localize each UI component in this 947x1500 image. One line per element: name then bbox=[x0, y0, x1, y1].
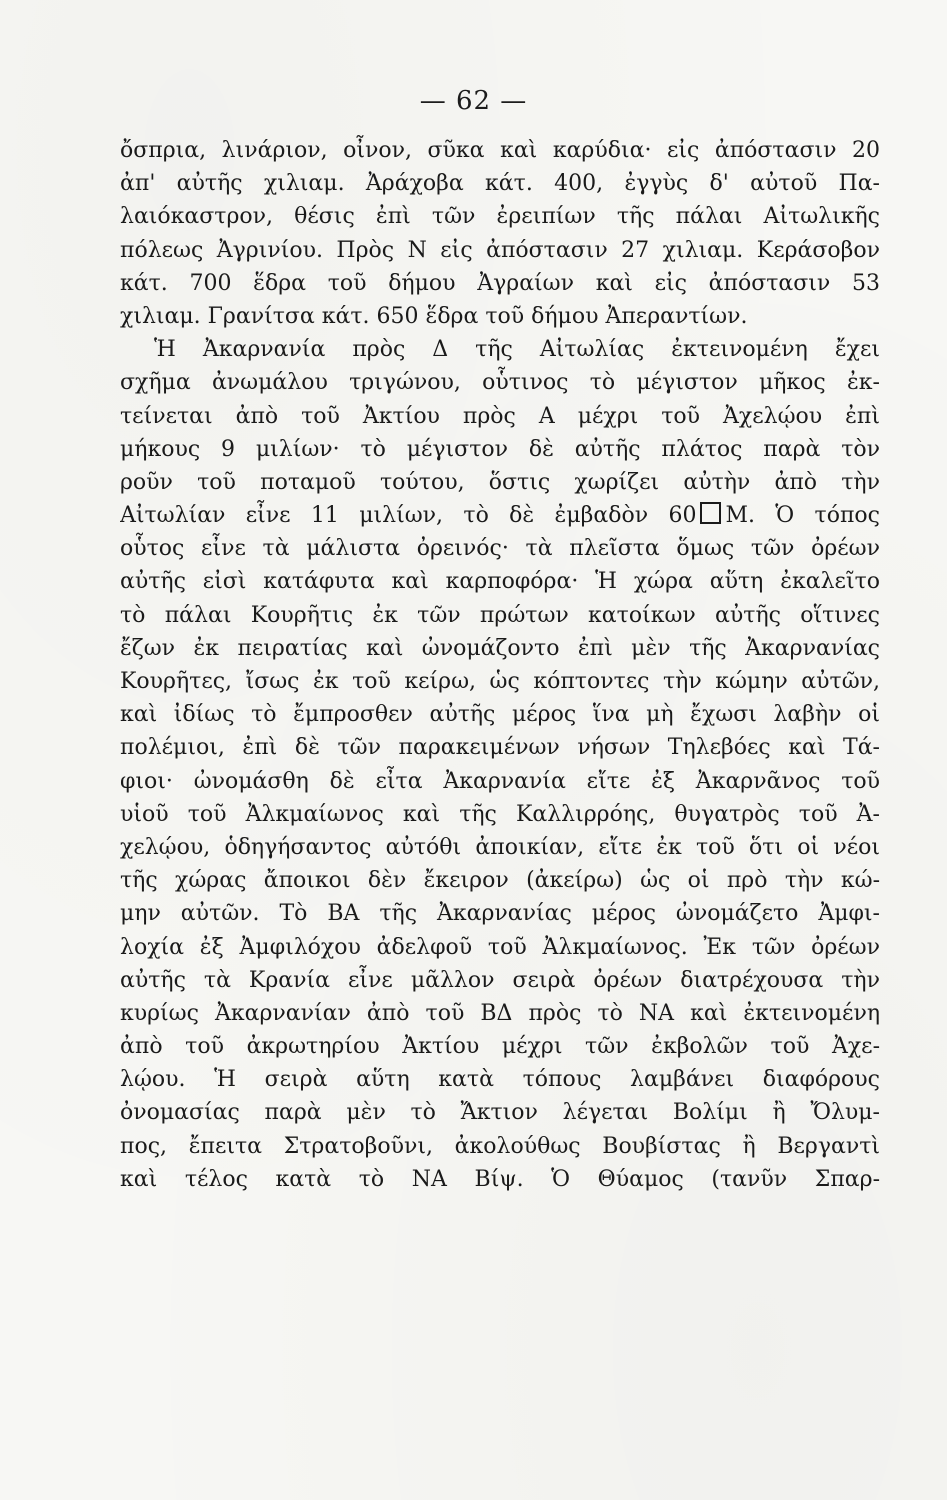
text-line: φιοι· ὠνομάσθη δὲ εἶτα Ἀκαρνανία εἴτε ἐξ Ἀκαρνᾶνος τοῦ bbox=[120, 768, 880, 794]
text-line: λαιόκαστρον, θέσις ἐπὶ τῶν ἐρειπίων τῆς πάλαι Αἰτωλικῆς bbox=[120, 204, 880, 230]
text-segment: Αἰτωλίαν εἶνε 11 μιλίων, τὸ δὲ ἐμβαδὸν 60 bbox=[120, 503, 697, 529]
page-number: — 62 — bbox=[419, 86, 528, 116]
text-line: κυρίως Ἀκαρνανίαν ἀπὸ τοῦ ΒΔ πρὸς τὸ ΝΑ καὶ ἐκτεινομένη bbox=[120, 1000, 880, 1026]
text-line: αὐτῆς εἰσὶ κατάφυτα καὶ καρποφόρα· Ἡ χώρα αὕτη ἐκαλεῖτο bbox=[120, 569, 880, 595]
text-line: σχῆμα ἀνωμάλου τριγώνου, οὗτινος τὸ μέγιστον μῆκος ἐκ- bbox=[120, 370, 880, 396]
text-line: τὸ πάλαι Κουρῆτις ἐκ τῶν πρώτων κατοίκων αὐτῆς οἵτινες bbox=[120, 602, 880, 628]
text-line: πολέμιοι, ἐπὶ δὲ τῶν παρακειμένων νήσων Τηλεβόες καὶ Τά- bbox=[120, 735, 880, 761]
text-line-with-square-symbol bbox=[120, 499, 880, 532]
paragraph-start-line: Ἡ Ἀκαρνανία πρὸς Δ τῆς Αἰτωλίας ἐκτεινομένη ἔχει bbox=[154, 337, 880, 363]
text-line: πος, ἔπειτα Στρατοβοῦνι, ἀκολούθως Βουβίστας ἢ Βεργαντὶ bbox=[120, 1133, 880, 1159]
text-line: χελῴου, ὁδηγήσαντος αὐτόθι ἀποικίαν, εἴτε ἐκ τοῦ ὅτι οἱ νέοι bbox=[120, 834, 880, 860]
text-segment: Μ. Ὁ τόπος bbox=[725, 503, 880, 529]
text-line: μήκους 9 μιλίων· τὸ μέγιστον δὲ αὐτῆς πλάτος παρὰ τὸν bbox=[120, 436, 880, 462]
text-line: λῴου. Ἡ σειρὰ αὕτη κατὰ τόπους λαμβάνει διαφόρους bbox=[120, 1067, 880, 1093]
square-area-symbol-icon bbox=[700, 502, 721, 524]
text-line: τῆς χώρας ἄποικοι δὲν ἔκειρον (ἀκείρω) ὡς οἱ πρὸ τὴν κώ- bbox=[120, 868, 880, 894]
text-line: οὗτος εἶνε τὰ μάλιστα ὀρεινός· τὰ πλεῖστα ὅμως τῶν ὀρέων bbox=[120, 536, 880, 562]
text-line: πόλεως Ἀγρινίου. Πρὸς Ν εἰς ἀπόστασιν 27 χιλιαμ. Κεράσοβον bbox=[120, 237, 880, 263]
text-line: ὄσπρια, λινάριον, οἶνον, σῦκα καὶ καρύδια· εἰς ἀπόστασιν 20 bbox=[120, 138, 880, 163]
text-line: μην αὐτῶν. Τὸ ΒΑ τῆς Ἀκαρνανίας μέρος ὠνομάζετο Ἀμφι- bbox=[120, 901, 880, 927]
text-line: ὀνομασίας παρὰ μὲν τὸ Ἄκτιον λέγεται Βολίμι ἢ Ὄλυμ- bbox=[120, 1100, 880, 1126]
text-line: ροῦν τοῦ ποταμοῦ τούτου, ὅστις χωρίζει αὐτὴν ἀπὸ τὴν bbox=[120, 469, 880, 495]
body-text bbox=[120, 134, 880, 1196]
text-line: υἱοῦ τοῦ Ἀλκμαίωνος καὶ τῆς Καλλιρρόης, θυγατρὸς τοῦ Ἀ- bbox=[120, 801, 880, 827]
text-line: ἀπὸ τοῦ ἀκρωτηρίου Ἀκτίου μέχρι τῶν ἐκβολῶν τοῦ Ἀχε- bbox=[120, 1034, 880, 1060]
text-line: Κουρῆτες, ἴσως ἐκ τοῦ κείρω, ὡς κόπτοντες τὴν κώμην αὐτῶν, bbox=[120, 669, 880, 694]
text-line: αὐτῆς τὰ Κρανία εἶνε μᾶλλον σειρὰ ὀρέων διατρέχουσα τὴν bbox=[120, 967, 880, 993]
text-line: κάτ. 700 ἕδρα τοῦ δήμου Ἀγραίων καὶ εἰς ἀπόστασιν 53 bbox=[120, 270, 880, 296]
text-line: χιλιαμ. Γρανίτσα κάτ. 650 ἕδρα τοῦ δήμου Ἀπεραντίων. bbox=[120, 303, 748, 329]
text-line: καὶ τέλος κατὰ τὸ ΝΑ Βίψ. Ὁ Θύαμος (τανῦν Σπαρ- bbox=[120, 1166, 880, 1192]
text-line: τείνεται ἀπὸ τοῦ Ἀκτίου πρὸς Α μέχρι τοῦ Ἀχελῴου ἐπὶ bbox=[120, 403, 880, 429]
text-line: ἔζων ἐκ πειρατίας καὶ ὠνομάζοντο ἐπὶ μὲν τῆς Ἀκαρνανίας bbox=[120, 635, 880, 661]
text-line: λοχία ἐξ Ἀμφιλόχου ἀδελφοῦ τοῦ Ἀλκμαίωνος. Ἐκ τῶν ὀρέων bbox=[120, 934, 880, 960]
text-line: καὶ ἰδίως τὸ ἔμπροσθεν αὐτῆς μέρος ἵνα μὴ ἔχωσι λαβὴν οἱ bbox=[120, 702, 880, 728]
text-line: ἀπ' αὐτῆς χιλιαμ. Ἀράχοβα κάτ. 400, ἐγγὺς δ' αὐτοῦ Πα- bbox=[120, 171, 880, 197]
